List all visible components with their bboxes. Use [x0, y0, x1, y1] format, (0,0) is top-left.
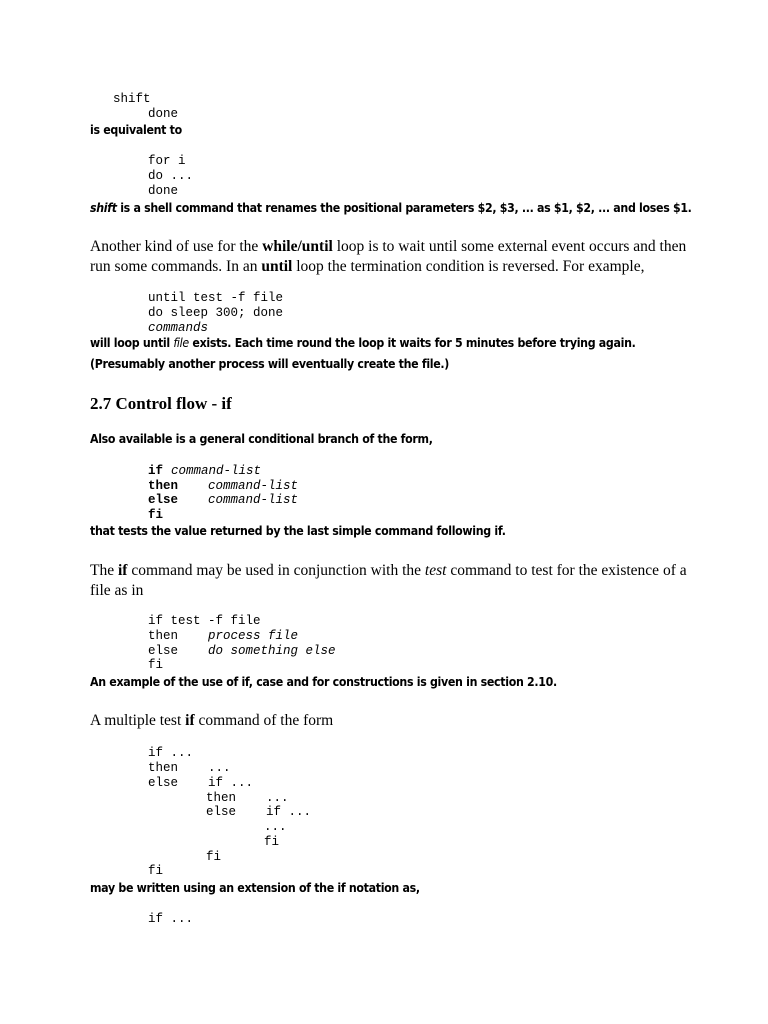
code-multi-8: fi	[206, 850, 222, 864]
code-then-2: then	[148, 629, 179, 643]
keyword-while-until: while/until	[262, 238, 333, 255]
text-is-equivalent: is equivalent to	[90, 123, 182, 137]
text-also-available: Also available is a general conditional branch of the form,	[90, 432, 433, 446]
code-if-ext: if ...	[148, 912, 194, 926]
code-if: if	[148, 464, 164, 478]
text-shift-description	[90, 201, 692, 215]
term-file: file	[173, 336, 189, 350]
paragraph-while-until	[90, 237, 690, 277]
code-multi-4: then ...	[206, 791, 289, 805]
code-then: then	[148, 479, 179, 493]
code-process-file: process file	[208, 629, 299, 643]
code-command-list-2: command-list	[208, 479, 299, 493]
text-span: A multiple test	[90, 712, 186, 729]
code-multi-2: then ...	[148, 761, 231, 775]
code-multi-1: if ...	[148, 746, 194, 760]
text-span: will loop until	[90, 336, 174, 350]
code-until-test: until test -f file	[148, 291, 284, 305]
shift-description-rest: is a shell command that renames the positional parameters $2, $3, ... as $1, $2, ... and loses $1.	[116, 201, 692, 215]
code-do-something-else: do something else	[208, 644, 336, 658]
code-else-2: else	[148, 644, 179, 658]
text-span: Another kind of use for the	[90, 238, 263, 255]
code-multi-3: else if ...	[148, 776, 254, 790]
code-fi-2: fi	[148, 658, 164, 672]
keyword-until: until	[261, 258, 293, 275]
code-else: else	[148, 493, 179, 507]
keyword-if: if	[117, 562, 128, 579]
code-for-i: for i	[148, 154, 186, 168]
text-example: An example of the use of if, case and for constructions is given in section 2.10.	[90, 675, 557, 689]
code-if-test: if test -f file	[148, 614, 261, 628]
paragraph-multiple-test	[90, 711, 690, 731]
code-multi-6: ...	[264, 820, 287, 834]
code-fi: fi	[148, 508, 164, 522]
section-heading: 2.7 Control flow - if	[90, 394, 232, 413]
keyword-if-2: if	[185, 712, 195, 729]
text-that-tests: that tests the value returned by the last simple command following if.	[90, 524, 506, 538]
code-shift: shift	[113, 92, 151, 106]
code-multi-5: else if ...	[206, 805, 312, 819]
text-span: command of the form	[194, 712, 334, 729]
text-span: loop is to wait until some external event occurs and then run some commands. In an	[90, 238, 687, 275]
text-span: command to test for the existence of a file as in	[90, 562, 687, 599]
text-may-be-written: may be written using an extension of the if notation as,	[90, 881, 420, 895]
code-done-2: done	[148, 184, 179, 198]
code-do: do ...	[148, 169, 194, 183]
code-done: done	[148, 107, 179, 121]
text-span: The	[90, 562, 118, 579]
text-span: command may be used in conjunction with the	[127, 562, 425, 579]
term-test: test	[424, 562, 447, 579]
text-presumably: (Presumably another process will eventually create the file.)	[90, 357, 450, 371]
code-commands: commands	[148, 321, 209, 335]
text-span: loop the termination condition is reversed. For example,	[292, 258, 645, 275]
paragraph-if-command	[90, 561, 690, 601]
code-command-list-3: command-list	[208, 493, 299, 507]
code-do-sleep: do sleep 300; done	[148, 306, 284, 320]
code-command-list-1: command-list	[171, 464, 262, 478]
code-multi-7: fi	[264, 835, 280, 849]
code-multi-9: fi	[148, 864, 164, 878]
text-will-loop	[90, 336, 636, 350]
text-span: exists. Each time round the loop it waits for 5 minutes before trying again.	[188, 336, 636, 350]
term-shift: shift	[90, 201, 117, 215]
